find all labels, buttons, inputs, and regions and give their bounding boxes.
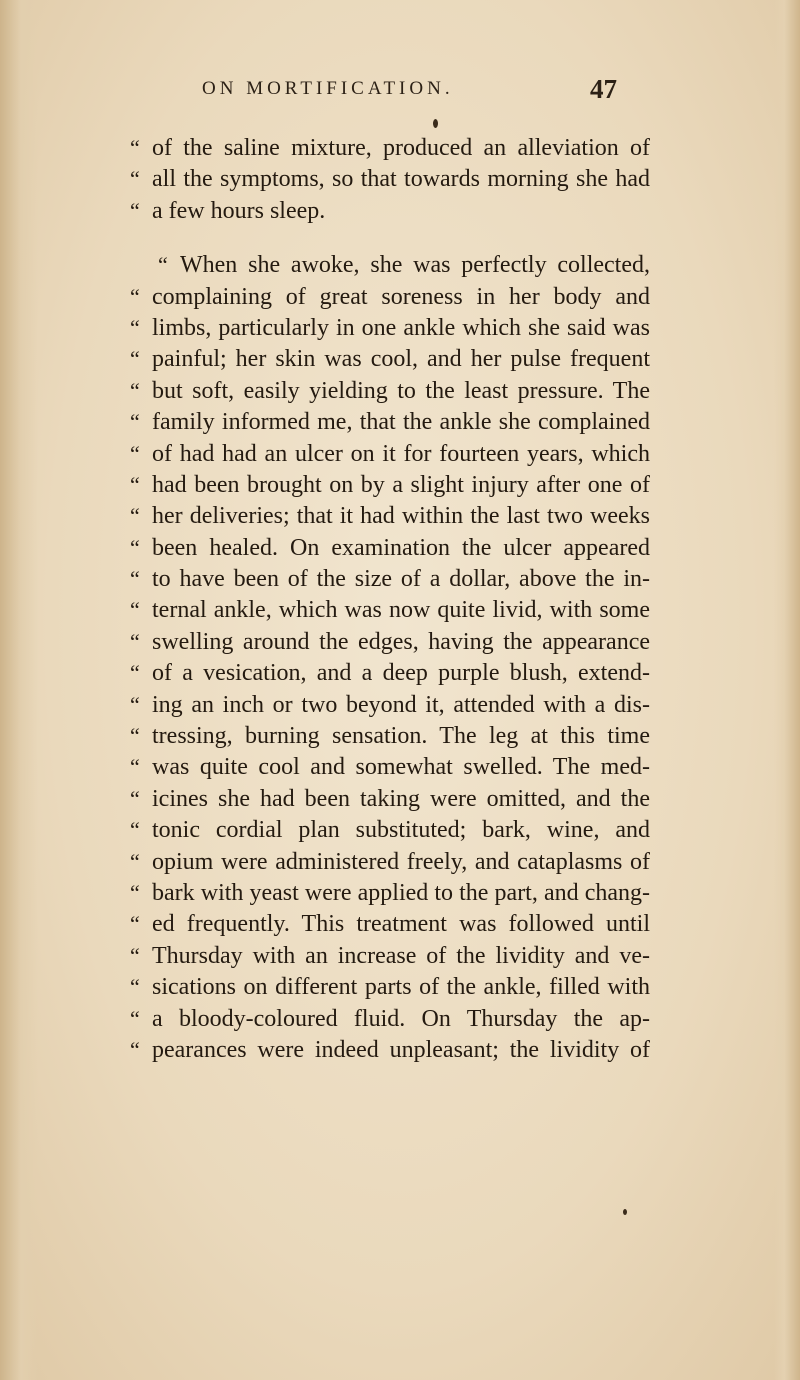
text-line <box>130 563 650 594</box>
line-text: her deliveries; that it had within the last two weeks <box>152 503 650 530</box>
quote-mark: “ <box>130 534 140 560</box>
text-line <box>130 940 650 971</box>
page-number: 47 <box>590 74 617 104</box>
quote-mark: “ <box>130 377 140 403</box>
text-line <box>130 312 650 343</box>
line-text: opium were administered freely, and cataplasms of <box>152 848 650 875</box>
line-text: pearances were indeed unpleasant; the lividity of <box>152 1036 650 1063</box>
gutter-shadow <box>0 0 38 1380</box>
quote-mark: “ <box>130 879 140 905</box>
text-line <box>130 594 650 625</box>
quote-mark: “ <box>130 283 140 309</box>
quote-mark: “ <box>130 197 140 223</box>
line-text: ed frequently. This treatment was followed until <box>152 911 650 938</box>
line-text: bark with yeast were applied to the part, and chang- <box>152 879 650 906</box>
quote-mark: “ <box>130 628 140 654</box>
line-text: ternal ankle, which was now quite livid, with some <box>152 597 650 624</box>
text-line <box>130 406 650 437</box>
quote-mark: “ <box>130 785 140 811</box>
line-text: Thursday with an increase of the lividity and ve- <box>152 942 650 969</box>
running-head <box>0 74 800 114</box>
quote-mark: “ <box>130 566 140 592</box>
text-line <box>130 532 650 563</box>
quote-mark: “ <box>130 1036 140 1062</box>
body-text <box>130 132 650 1065</box>
text-line <box>130 343 650 374</box>
line-text: a few hours sleep. <box>152 197 326 224</box>
text-line <box>130 720 650 751</box>
line-text: tonic cordial plan substituted; bark, wine, and <box>152 817 650 844</box>
quote-mark: “ <box>130 974 140 1000</box>
quote-mark: “ <box>130 1005 140 1031</box>
quote-mark: “ <box>130 723 140 749</box>
quote-mark: “ <box>130 346 140 372</box>
line-text: When she awoke, she was perfectly collected, <box>180 252 650 279</box>
line-text: a bloody-coloured fluid. On Thursday the ap- <box>152 1005 650 1032</box>
text-line <box>130 1003 650 1034</box>
quote-mark: “ <box>130 135 140 160</box>
quote-mark: “ <box>130 597 140 623</box>
edge-shadow <box>774 0 800 1380</box>
line-text: swelling around the edges, having the appearance <box>152 628 650 655</box>
line-text: complaining of great soreness in her body and <box>152 283 650 310</box>
quote-mark: “ <box>130 471 140 497</box>
text-line <box>130 500 650 531</box>
quote-mark: “ <box>130 660 140 686</box>
line-text: to have been of the size of a dollar, above the in- <box>152 566 650 593</box>
quote-mark: “ <box>130 848 140 874</box>
text-line <box>130 689 650 720</box>
text-line <box>130 1034 650 1065</box>
line-text: of had had an ulcer on it for fourteen years, which <box>152 440 650 467</box>
text-line <box>130 783 650 814</box>
ink-speck <box>433 119 438 128</box>
line-text: had been brought on by a slight injury after one of <box>152 471 650 498</box>
line-text: sications on different parts of the ankle, filled with <box>152 974 650 1001</box>
quote-mark: “ <box>130 166 140 192</box>
text-line <box>130 195 650 226</box>
quote-mark: “ <box>130 754 140 780</box>
text-line <box>130 626 650 657</box>
text-line <box>130 908 650 939</box>
line-text: painful; her skin was cool, and her pulse frequent <box>152 346 650 373</box>
line-text: but soft, easily yielding to the least pressure. The <box>152 377 650 404</box>
quote-mark: “ <box>130 440 140 466</box>
text-line <box>130 163 650 194</box>
text-line <box>130 132 650 163</box>
text-line <box>130 877 650 908</box>
quote-mark: “ <box>130 503 140 529</box>
line-text: tressing, burning sensation. The leg at this time <box>152 723 650 750</box>
running-title: ON MORTIFICATION. <box>202 78 454 99</box>
line-text: ing an inch or two beyond it, attended with a dis- <box>152 691 650 718</box>
quote-mark: “ <box>130 409 140 435</box>
line-text: limbs, particularly in one ankle which she said was <box>152 314 650 341</box>
ink-speck <box>623 1209 627 1215</box>
text-line <box>130 751 650 782</box>
quote-mark: “ <box>130 911 140 937</box>
text-line <box>130 375 650 406</box>
quote-mark: “ <box>130 691 140 717</box>
line-text: been healed. On examination the ulcer appeared <box>152 534 650 561</box>
text-line <box>130 814 650 845</box>
line-text: icines she had been taking were omitted, and the <box>152 785 650 812</box>
line-text: family informed me, that the ankle she complained <box>152 409 650 436</box>
quote-mark: “ <box>130 942 140 968</box>
line-text: all the symptoms, so that towards morning she had <box>152 166 650 193</box>
text-line <box>130 846 650 877</box>
line-text: of the saline mixture, produced an alleviation of <box>152 135 650 161</box>
text-line <box>130 281 650 312</box>
text-line <box>130 657 650 688</box>
text-line <box>130 971 650 1002</box>
text-line <box>130 438 650 469</box>
text-line <box>130 249 650 280</box>
quote-mark: “ <box>130 314 140 340</box>
text-line <box>130 469 650 500</box>
line-text: was quite cool and somewhat swelled. The med- <box>152 754 650 781</box>
quote-mark: “ <box>130 817 140 843</box>
quote-mark: “ <box>158 252 168 278</box>
line-text: of a vesication, and a deep purple blush, extend- <box>152 660 650 687</box>
